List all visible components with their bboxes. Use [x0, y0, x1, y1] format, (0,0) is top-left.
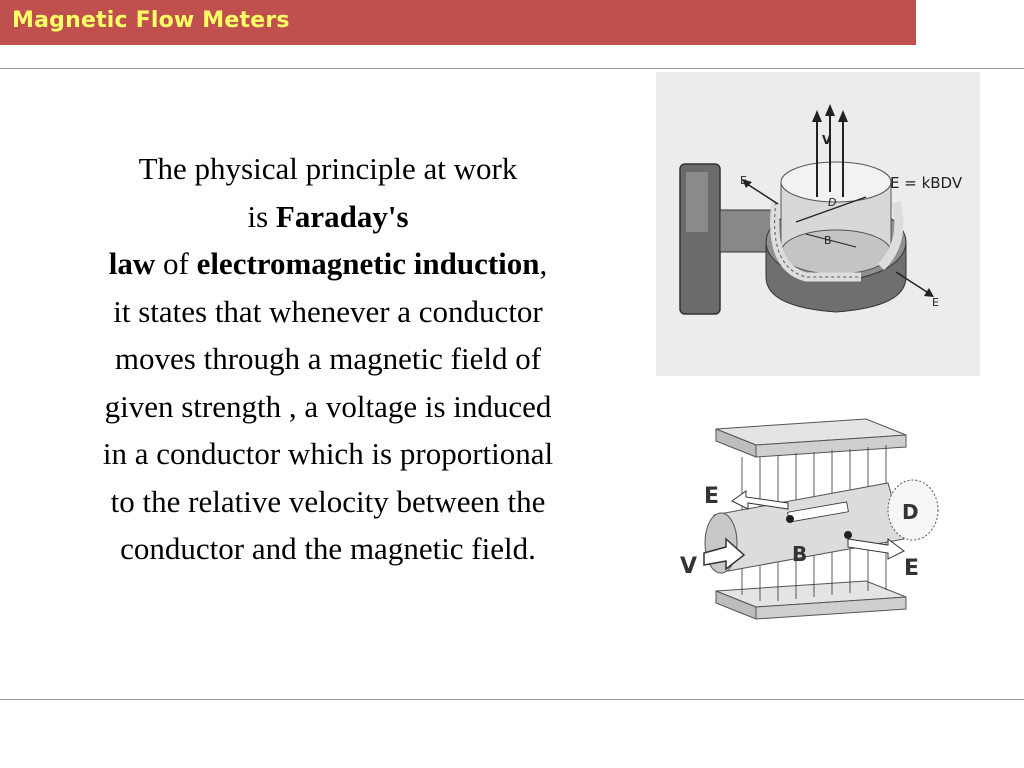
label-b: B	[824, 234, 832, 247]
housing-detail	[686, 172, 708, 232]
induction-bold: electromagnetic induction	[196, 246, 540, 281]
field-pipe-figure	[676, 415, 956, 637]
body-line	[30, 240, 626, 288]
top-divider	[0, 68, 1024, 69]
label-v: V	[680, 554, 698, 579]
bottom-divider	[0, 699, 1024, 700]
body-line: The physical principle at work	[138, 151, 518, 186]
label-e-left: E	[704, 484, 720, 509]
body-line: given strength , a voltage is induced	[104, 388, 552, 424]
formula-text: E = kBDV	[890, 174, 963, 192]
label-d: D	[902, 500, 919, 524]
field-pipe-svg	[676, 415, 956, 637]
slide-title: Magnetic Flow Meters	[12, 8, 290, 33]
body-line: it states that whenever a conductor	[113, 293, 543, 329]
label-e-right: E	[904, 556, 920, 581]
body-span: of	[155, 246, 197, 281]
law-bold: law	[108, 246, 156, 281]
electrode-right	[844, 531, 852, 539]
body-span: is	[247, 198, 276, 234]
meter-cross-section-figure	[656, 72, 980, 376]
title-bar	[0, 0, 916, 45]
body-line: in a conductor which is proportional	[102, 436, 554, 471]
body-text	[30, 145, 626, 573]
label-e-left: E	[740, 174, 747, 187]
electrode-left	[786, 515, 794, 523]
v-arrowhead-1	[812, 110, 822, 122]
body-line: moves through a magnetic field of	[114, 341, 542, 376]
body-span: ,	[539, 246, 548, 281]
e-arrow-left	[744, 182, 778, 204]
label-b: B	[792, 542, 808, 566]
v-arrowhead-3	[838, 110, 848, 122]
pipe-bottom	[781, 230, 891, 274]
label-e-right: E	[932, 296, 939, 309]
faradays-bold: Faraday's	[275, 198, 409, 234]
body-line: to the relative velocity between the	[110, 483, 546, 519]
meter-cross-section-svg	[656, 72, 980, 376]
body-line: conductor and the magnetic field.	[120, 531, 536, 566]
v-arrowhead-2	[825, 104, 835, 116]
label-d: D	[828, 196, 837, 209]
body-line	[30, 193, 626, 241]
label-v: V	[822, 133, 832, 147]
